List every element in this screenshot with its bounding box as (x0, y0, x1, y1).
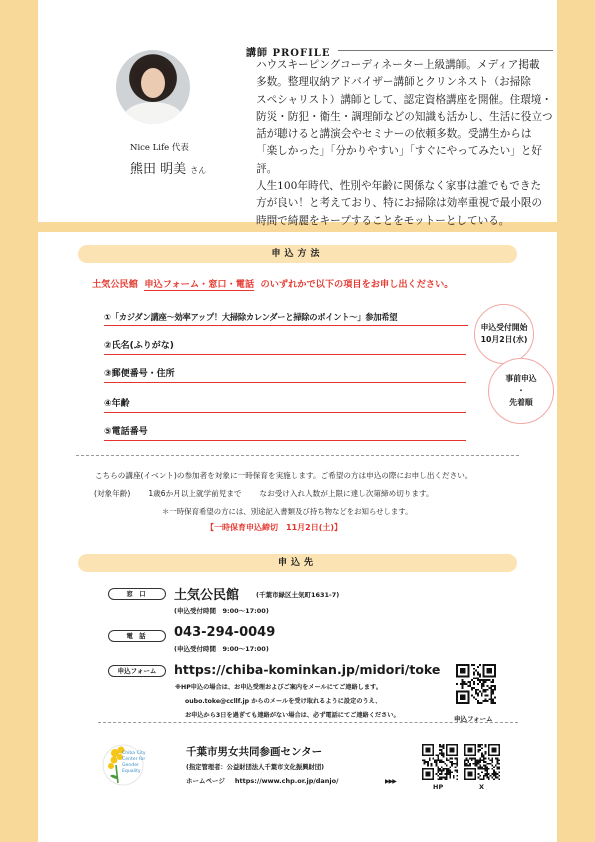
hp-qr-label: HP (433, 783, 444, 791)
window-tag: 窓 口 (108, 588, 166, 600)
childcare-note: ＊一時保育希望の方には、別途記入書類及び持ち物などをお知らせします。 (162, 507, 413, 516)
phone-tag: 電 話 (108, 630, 166, 642)
main-card (38, 232, 557, 842)
hp-qr-code[interactable] (422, 744, 458, 780)
homepage-label: ホームページ (186, 777, 225, 785)
apply-field-name: ②氏名(ふりがな) (104, 339, 466, 355)
svg-text:Center for: Center for (122, 757, 146, 762)
x-qr-label: X (479, 783, 485, 791)
childcare-deadline: 【一時保育申込締切 11月2日(土)】 (206, 523, 343, 532)
window-name: 土気公民館 (174, 588, 240, 603)
instructor-org: Nice Life 代表 (130, 143, 189, 153)
svg-text:Equality: Equality (122, 769, 141, 774)
form-tag: 申込フォーム (108, 665, 166, 677)
apply-field-address: ③郵便番号・住所 (104, 367, 466, 383)
instructor-photo (116, 50, 190, 124)
phone-number[interactable]: 043-294-0049 (174, 625, 276, 640)
start-date-badge: 申込受付開始 10月2日(水) (474, 304, 534, 364)
apply-field-age: ④年齢 (104, 397, 466, 413)
divider (98, 722, 518, 723)
svg-text:Chiba City: Chiba City (122, 751, 146, 756)
form-url-link[interactable]: https://chiba-kominkan.jp/midori/toke (174, 662, 441, 677)
window-hours: (申込受付時間 9:00～17:00) (174, 607, 269, 615)
first-come-badge: 事前申込 ・ 先着順 (488, 358, 554, 424)
childcare-age: (対象年齢) 1歳6か月以上就学前児まで なお受け入れ人数が上限に達し次第締め切ります。 (94, 489, 434, 498)
childcare-info: こちらの講座(イベント)の参加者を対象に一時保育を実施します。ご希望の方は申込の際にお申し出ください。 (95, 471, 473, 480)
profile-title: 講師 PROFILE (246, 48, 331, 59)
x-qr-code[interactable] (464, 744, 500, 780)
profile-card (38, 0, 557, 227)
instructor-name: 熊田 明美 さん (130, 162, 207, 177)
homepage-link[interactable]: https://www.chp.or.jp/danjo/ (234, 777, 339, 785)
window-address: (千葉市緑区土気町1631-7) (256, 591, 340, 599)
form-qr-label: 申込フォーム (454, 715, 493, 723)
form-note-followup: お申込から3日を過ぎても連絡がない場合は、必ず電話にてご連絡ください。 (185, 712, 400, 719)
apply-intro: 土気公民館 申込フォーム・窓口・電話 のいずれかで以下の項目をお申し出ください。 (92, 279, 454, 290)
arrow-icon: ▶▶▶ (385, 778, 396, 785)
apply-method-heading: 申込方法 (78, 245, 517, 263)
form-qr-code[interactable] (456, 664, 496, 704)
svg-text:Gender: Gender (122, 763, 139, 768)
center-name: 千葉市男女共同参画センター (186, 746, 323, 758)
apply-field-course: ①「カジダン講座～効率アップ！大掃除カレンダーと掃除のポイント～」参加希望 (104, 310, 468, 326)
profile-divider (338, 50, 553, 51)
profile-bio: ハウスキーピングコーディネーター上級講師。メディア掲載 多数。整理収納アドバイザー講師とクリンネスト（お掃除 スペシャリスト）講師として、認定資格講座を開催。住環境・ 防災・防犯・衛生・調理師などの知識も活かし、生活に役立つ 話が聴けると講演会やセミナーの依頼多数。受講生からは 「楽しかった」「分かりやすい」「すぐにやってみたい」と好評。 人生100年時代、性別や年齢に関係なく家事は誰でもできた 方が良い！と考えており、特にお掃除は効率重視で最小限の 時間で綺麗をキープすることをモットーとしている。 (256, 59, 553, 227)
apply-field-phone: ⑤電話番号 (104, 425, 466, 441)
phone-hours: (申込受付時間 9:00～17:00) (174, 645, 269, 653)
center-logo-text (122, 748, 152, 778)
form-note-email: oubo.toke@ccllf.jp からのメールを受け取れるように設定のうえ、 (185, 698, 382, 705)
divider (76, 455, 519, 456)
apply-destination-heading: 申込先 (78, 554, 517, 572)
center-manager: (指定管理者：公益財団法人千葉市文化振興財団) (186, 764, 324, 771)
center-homepage (186, 776, 338, 785)
form-note: ※HP申込の場合は、お申込受理およびご案内をメールにてご連絡します。 (175, 684, 382, 691)
